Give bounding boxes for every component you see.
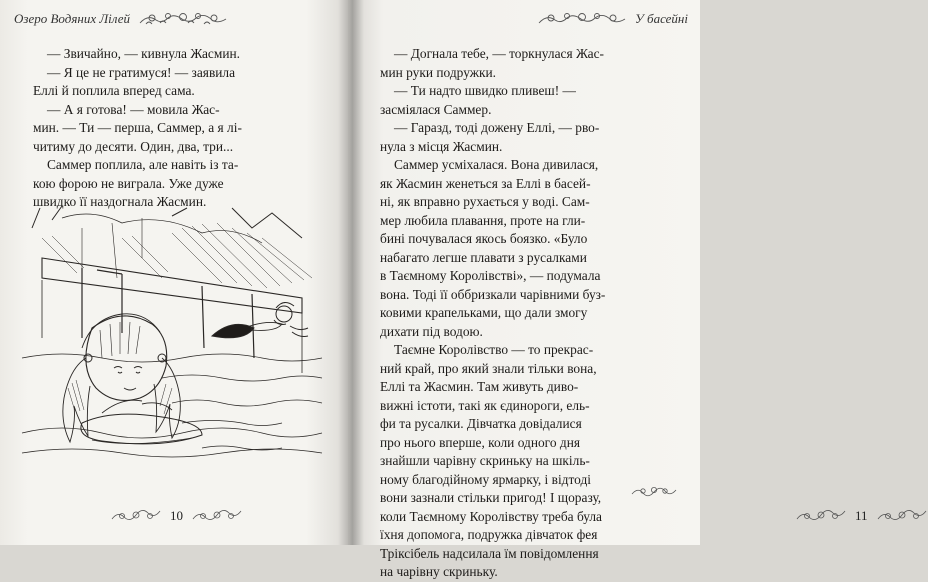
- text-line: швидко її наздогнала Жасмин.: [33, 194, 207, 209]
- text-line: вона. Тоді її оббризкали чарівними буз-: [380, 286, 606, 302]
- text-line: Таємне Королівство — то прекрас-: [394, 342, 594, 357]
- text-line: в Таємному Королівстві», — подумала: [380, 268, 601, 283]
- text-line: фи та русалки. Дівчатка довідалися: [380, 416, 582, 431]
- text-line: знайшли чарівну скриньку на шкіль-: [380, 453, 590, 468]
- text-line: нула з місця Жасмин.: [380, 138, 503, 154]
- header-ornament-icon: [537, 10, 627, 28]
- text-line: — Звичайно, — кивнула Жасмин.: [47, 46, 241, 61]
- left-page: [0, 0, 348, 545]
- text-line: мин руки подружки.: [380, 64, 496, 80]
- text-line: — А я готова! — мовила Жас-: [47, 101, 220, 117]
- text-line: — Я це не гратимуся! — заявила: [47, 64, 236, 80]
- right-page-footer: [795, 505, 928, 527]
- text-line: коли Таємному Королівству треба була: [380, 508, 602, 524]
- footer-ornament-icon: [110, 508, 162, 524]
- text-line: Саммер поплила, але навіть із та-: [47, 157, 239, 172]
- text-line: як Жасмин женеться за Еллі в басей-: [380, 175, 591, 191]
- text-line: Еллі та Жасмин. Там живуть диво-: [380, 379, 579, 394]
- text-line: бині почувалася якось боязко. «Було: [380, 231, 588, 246]
- text-line: — Ти надто швидко пливеш! —: [394, 83, 576, 98]
- left-page-text: [33, 45, 318, 212]
- text-line: Саммер усміхалася. Вона дивилася,: [394, 157, 599, 172]
- text-line: їхня допомога, подружка дівчаток фея: [380, 527, 598, 542]
- text-line: засміялася Саммер.: [380, 101, 492, 117]
- right-page-text: [380, 45, 674, 582]
- left-page-header: [14, 6, 336, 32]
- text-line: Еллі й поплила вперед сама.: [33, 83, 195, 98]
- text-line: — Догнала тебе, — торкнулася Жас-: [394, 46, 604, 61]
- text-line: ному благодійному ярмарку, і відтоді: [380, 471, 591, 487]
- footer-ornament-icon: [191, 508, 243, 524]
- end-ornament-icon: [630, 484, 678, 498]
- text-line: ний край, про який знали тільки вона,: [380, 360, 597, 376]
- text-line: мер любила плавання, проте на гли-: [380, 212, 586, 228]
- left-page-footer: [110, 505, 243, 527]
- swimming-girls-illustration: [22, 208, 322, 470]
- text-line: вони зазнали стільки пригод! І щоразу,: [380, 490, 602, 505]
- text-line: читиму до десяти. Один, два, три...: [33, 138, 234, 154]
- right-running-title: У басейні: [635, 11, 688, 26]
- text-line: ні, як вправно рухається у воді. Сам-: [380, 194, 590, 209]
- header-ornament-icon: [138, 10, 228, 28]
- footer-ornament-icon: [876, 508, 928, 524]
- text-line: на чарівну скриньку.: [380, 564, 498, 579]
- text-line: Тріксібель надсилала їм повідомлення: [380, 545, 599, 561]
- text-line: — Гаразд, тоді дожену Еллі, — рво-: [394, 120, 600, 135]
- left-page-number: 10: [170, 508, 183, 523]
- left-running-title: Озеро Водяних Лілей: [14, 11, 131, 26]
- right-page-header: [528, 6, 688, 32]
- text-line: ковими крапельками, що дали змогу: [380, 305, 588, 320]
- text-line: мин. — Ти — перша, Саммер, а я лі-: [33, 120, 242, 135]
- text-line: дихати під водою.: [380, 323, 483, 339]
- text-line: вижні істоти, такі як єдинороги, ель-: [380, 397, 590, 413]
- text-line: набагато легше плавати з русалками: [380, 249, 587, 265]
- right-page-number: 11: [855, 508, 868, 523]
- text-line: кою форою не виграла. Уже дуже: [33, 175, 224, 191]
- text-line: про нього вперше, коли одного дня: [380, 434, 581, 450]
- footer-ornament-icon: [795, 508, 847, 524]
